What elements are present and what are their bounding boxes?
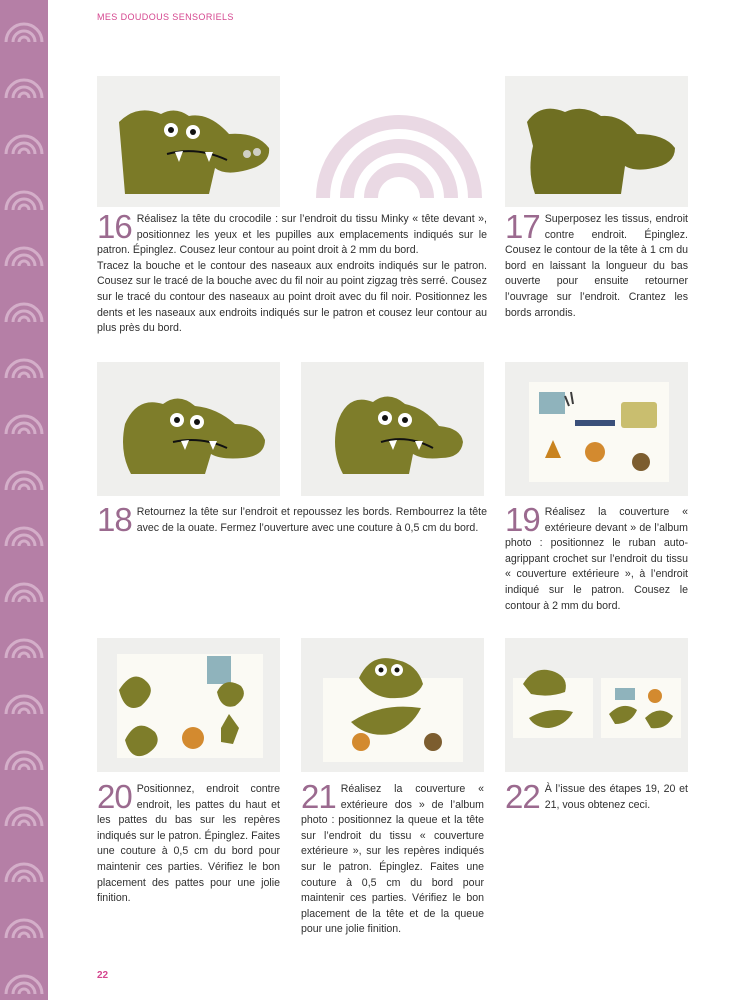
photo-step-19 [505, 362, 688, 496]
photo-step-22 [505, 638, 688, 772]
step-number: 16 [97, 208, 132, 245]
page-number: 22 [97, 970, 109, 981]
step-number: 17 [505, 208, 540, 245]
step-22 [505, 778, 688, 815]
running-header: MES DOUDOUS SENSORIELS [97, 12, 234, 22]
step-text: Réalisez la couverture « extérieure devant » de l’album photo : positionnez le ruban auto-agrippant crochet sur l’endroit du tissu « couverture extérieure », à l’endroit indiqué sur le patron. Cousez le contour à 2 mm du bord. [505, 506, 688, 612]
photo-step-16 [97, 76, 280, 207]
step-text: À l’issue des étapes 19, 20 et 21, vous obtenez ceci. [544, 783, 688, 811]
step-20 [97, 778, 280, 907]
step-text: Positionnez, endroit contre endroit, les pattes du haut et les pattes du bas sur les repères indiqués sur le patron. Épinglez. Faites une couture à 0,5 cm du bord pour maintenir ces parties. Vérifiez le bon placement des pattes pour une jolie finition. [97, 783, 280, 905]
step-text: Réalisez la couverture « extérieure dos » de l’album photo : positionnez la queue et la tête sur l’endroit du tissu « couverture extérieure », sur les repères indiqués sur le patron. Épinglez. Faites une couture à 0,5 cm du bord pour maintenir ces parties. Vérifiez le bon placement de la tête et de la queue pour une jolie finition. [301, 783, 484, 936]
step-text: Tracez la bouche et le contour des naseaux aux endroits indiqués sur le patron. Cousez sur le tracé de la bouche avec du fil noir au point zigzag très serré. Cousez sur le tracé du contour des naseaux au point droit avec du fil noir. Positionnez les dents et les naseaux aux endroits indiqués sur le patron et cousez leur contour au plus près du bord. [97, 259, 487, 335]
photo-step-20 [97, 638, 280, 772]
step-21 [301, 778, 484, 938]
photo-step-18b [301, 362, 484, 496]
step-text: Superposez les tissus, endroit contre endroit. Épinglez. Cousez le contour de la tête à 1 cm du bord en laissant la longueur du bas ouverte pour ensuite retourner l’ouvrage sur l’endroit. Crantez les bords arrondis. [505, 213, 688, 319]
step-number: 19 [505, 501, 540, 538]
step-number: 18 [97, 501, 132, 538]
step-text: Réalisez la tête du crocodile : sur l’endroit du tissu Minky « tête devant », positionnez les yeux et les pupilles aux emplacements indiqués sur le patron. Épinglez. Cousez leur contour au point droit à 2 mm du bord. [97, 213, 487, 257]
step-text: Retournez la tête sur l’endroit et repoussez les bords. Rembourrez la tête avec de la ouate. Fermez l’ouverture avec une couture à 0,5 cm du bord. [136, 506, 487, 534]
photo-step-18a [97, 362, 280, 496]
photo-step-21 [301, 638, 484, 772]
step-18 [97, 501, 487, 538]
step-number: 21 [301, 778, 336, 815]
step-19 [505, 501, 688, 614]
step-16 [97, 208, 487, 337]
step-number: 20 [97, 778, 132, 815]
step-17 [505, 208, 688, 321]
rainbow-pattern-icon [0, 0, 48, 1000]
photo-step-17 [505, 76, 688, 207]
step-number: 22 [505, 778, 540, 815]
rainbow-icon [313, 78, 485, 198]
side-rainbow-band [0, 0, 48, 1000]
